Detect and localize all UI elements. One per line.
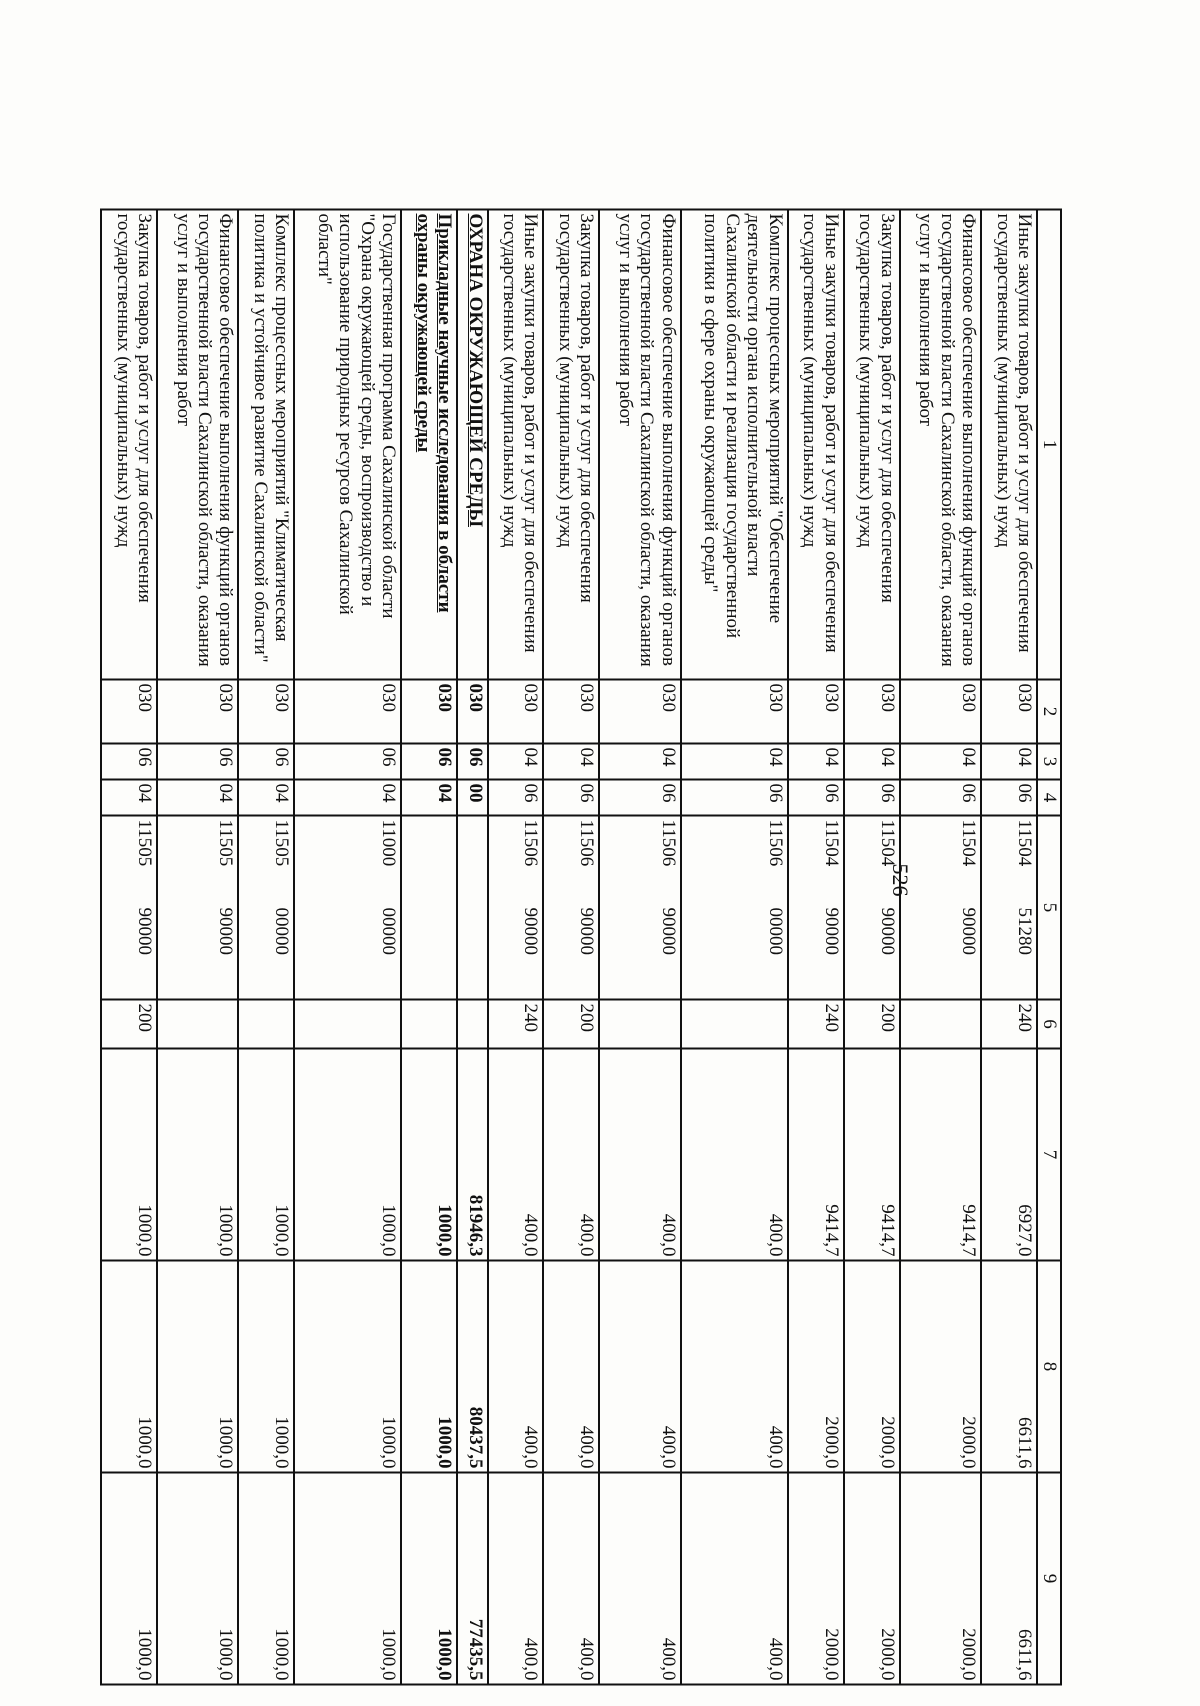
amount-year-1-cell: 400,0 (488, 1049, 544, 1261)
table-row (788, 210, 844, 1685)
program-code: 11504 (1014, 819, 1035, 867)
column-header: 8 (1037, 1261, 1061, 1473)
ministry-code-cell: 030 (981, 680, 1037, 744)
section-code-cell: 04 (681, 744, 788, 780)
target-article-cell (844, 816, 900, 1000)
amount-year-1-cell: 6927,0 (981, 1049, 1037, 1261)
expense-name-cell (681, 210, 788, 680)
target-article-cell (599, 816, 680, 1000)
table-row (101, 210, 157, 1685)
direction-code: 90000 (134, 907, 156, 955)
program-code: 11506 (764, 819, 786, 867)
program-code: 11506 (657, 819, 679, 867)
expense-name-cell (900, 210, 981, 680)
amount-year-3-cell: 6611,6 (981, 1473, 1037, 1685)
direction-code: 00000 (378, 907, 400, 955)
amount-year-1-cell: 1000,0 (157, 1049, 238, 1261)
expense-name-cell (544, 210, 600, 680)
direction-code: 51280 (1014, 907, 1035, 955)
direction-code: 90000 (657, 907, 679, 955)
subsection-code-cell: 04 (157, 780, 238, 816)
subsection-code-cell: 06 (681, 780, 788, 816)
expense-type-cell (294, 1000, 401, 1049)
expense-name: Иные закупки товаров, работ и услуг для обеспечения государственных (муниципальных) нужд (992, 213, 1035, 653)
expense-type-cell: 240 (488, 1000, 544, 1049)
ministry-code-cell: 030 (238, 680, 294, 744)
rotated-table-container (100, 209, 1062, 1684)
target-article-cell (981, 816, 1037, 1000)
column-header: 4 (1037, 780, 1061, 816)
program-code: 11504 (958, 819, 980, 867)
subsection-code-cell: 06 (788, 780, 844, 816)
amount-year-3-cell: 1000,0 (401, 1473, 457, 1685)
expense-type-cell (401, 1000, 457, 1049)
amount-year-2-cell: 2000,0 (788, 1261, 844, 1473)
subsection-code-cell: 06 (900, 780, 981, 816)
amount-year-3-cell: 77435,5 (457, 1473, 487, 1685)
amount-year-1-cell: 400,0 (681, 1049, 788, 1261)
amount-year-3-cell: 2000,0 (900, 1473, 981, 1685)
expense-name-cell (294, 210, 401, 680)
amount-year-1-cell: 400,0 (544, 1049, 600, 1261)
section-code-cell: 04 (488, 744, 544, 780)
amount-year-3-cell: 1000,0 (157, 1473, 238, 1685)
budget-table (100, 209, 1062, 1686)
target-article-cell (457, 816, 487, 1000)
expense-name-cell (488, 210, 544, 680)
amount-year-3-cell: 1000,0 (101, 1473, 157, 1685)
column-header: 6 (1037, 1000, 1061, 1049)
section-code-cell: 04 (599, 744, 680, 780)
amount-year-1-cell: 400,0 (599, 1049, 680, 1261)
amount-year-3-cell: 400,0 (488, 1473, 544, 1685)
section-code-cell: 04 (981, 744, 1037, 780)
subsection-code-cell: 00 (457, 780, 487, 816)
expense-name: Комплекс процессных мероприятий "Климатическая политика и устойчивое развитие Сахалинской области" (249, 213, 293, 663)
amount-year-2-cell: 400,0 (599, 1261, 680, 1473)
subsection-code-cell: 04 (294, 780, 401, 816)
ministry-code-cell: 030 (457, 680, 487, 744)
target-article-cell (157, 816, 238, 1000)
amount-year-3-cell: 400,0 (544, 1473, 600, 1685)
amount-year-1-cell: 9414,7 (844, 1049, 900, 1261)
program-code: 11505 (215, 819, 237, 867)
table-row (681, 210, 788, 1685)
direction-code: 90000 (820, 907, 842, 955)
column-header: 5 (1037, 816, 1061, 1000)
expense-type-cell (900, 1000, 981, 1049)
column-header: 3 (1037, 744, 1061, 780)
amount-year-3-cell: 2000,0 (844, 1473, 900, 1685)
target-article-cell (544, 816, 600, 1000)
amount-year-2-cell: 6611,6 (981, 1261, 1037, 1473)
amount-year-3-cell: 400,0 (599, 1473, 680, 1685)
direction-code: 90000 (876, 907, 898, 955)
amount-year-3-cell: 2000,0 (788, 1473, 844, 1685)
section-code-cell: 04 (900, 744, 981, 780)
amount-year-1-cell: 81946,3 (457, 1049, 487, 1261)
ministry-code-cell: 030 (900, 680, 981, 744)
subsection-code-cell: 06 (544, 780, 600, 816)
subsection-code-cell: 06 (844, 780, 900, 816)
direction-code: 90000 (958, 907, 980, 955)
expense-name-cell (238, 210, 294, 680)
subsection-code-cell: 06 (599, 780, 680, 816)
ministry-code-cell: 030 (599, 680, 680, 744)
ministry-code-cell: 030 (544, 680, 600, 744)
section-code-cell: 06 (101, 744, 157, 780)
table-row (401, 210, 457, 1685)
expense-name-cell (457, 210, 487, 680)
table-row (157, 210, 238, 1685)
target-article-cell (900, 816, 981, 1000)
amount-year-3-cell: 1000,0 (238, 1473, 294, 1685)
expense-name-cell (844, 210, 900, 680)
subsection-code-cell: 06 (488, 780, 544, 816)
target-article-cell (238, 816, 294, 1000)
table-row (981, 210, 1037, 1685)
expense-type-cell: 200 (544, 1000, 600, 1049)
program-code: 11505 (271, 819, 293, 867)
amount-year-3-cell: 1000,0 (294, 1473, 401, 1685)
expense-type-cell (457, 1000, 487, 1049)
column-header: 7 (1037, 1049, 1061, 1261)
direction-code: 00000 (271, 907, 293, 955)
amount-year-2-cell: 2000,0 (844, 1261, 900, 1473)
section-code-cell: 06 (401, 744, 457, 780)
column-number-header-row (1037, 210, 1061, 1685)
ministry-code-cell: 030 (157, 680, 238, 744)
amount-year-2-cell: 400,0 (488, 1261, 544, 1473)
expense-name: Финансовое обеспечение выполнения функций органов государственной власти Сахалинской области, оказания услуг и выполнения работ (172, 213, 237, 667)
section-code-cell: 06 (294, 744, 401, 780)
ministry-code-cell: 030 (844, 680, 900, 744)
expense-name-cell (599, 210, 680, 680)
ministry-code-cell: 030 (401, 680, 457, 744)
expense-name: Финансовое обеспечение выполнения функций органов государственной власти Сахалинской области, оказания услуг и выполнения работ (915, 213, 980, 667)
amount-year-1-cell: 1000,0 (238, 1049, 294, 1261)
table-row (238, 210, 294, 1685)
direction-code: 90000 (520, 907, 542, 955)
expense-type-cell (238, 1000, 294, 1049)
ministry-code-cell: 030 (101, 680, 157, 744)
program-code: 11505 (134, 819, 156, 867)
expense-name-cell (981, 210, 1037, 680)
expense-type-cell: 240 (981, 1000, 1037, 1049)
program-code: 11506 (520, 819, 542, 867)
direction-code: 90000 (215, 907, 237, 955)
expense-name-cell (401, 210, 457, 680)
expense-name: Комплекс процессных мероприятий "Обеспечение деятельности органа исполнительной власти Сахалинской области и реализация государственной политики в сфере охраны окружающей среды" (700, 213, 786, 639)
section-code-cell: 04 (844, 744, 900, 780)
expense-name-cell (788, 210, 844, 680)
amount-year-1-cell: 9414,7 (788, 1049, 844, 1261)
amount-year-2-cell: 400,0 (544, 1261, 600, 1473)
direction-code: 90000 (576, 907, 598, 955)
table-row (844, 210, 900, 1685)
amount-year-1-cell: 9414,7 (900, 1049, 981, 1261)
table-row (544, 210, 600, 1685)
expense-name: Прикладные научные исследования в области охраны окружающей среды (412, 213, 456, 613)
amount-year-2-cell: 1000,0 (294, 1261, 401, 1473)
amount-year-1-cell: 1000,0 (294, 1049, 401, 1261)
table-row (457, 210, 487, 1685)
expense-name: Иные закупки товаров, работ и услуг для обеспечения государственных (муниципальных) нужд (799, 213, 842, 653)
ministry-code-cell: 030 (788, 680, 844, 744)
section-code-cell: 04 (544, 744, 600, 780)
column-header: 2 (1037, 680, 1061, 744)
expense-name-cell (157, 210, 238, 680)
direction-code: 00000 (764, 907, 786, 955)
column-header: 1 (1037, 210, 1061, 680)
program-code: 11504 (820, 819, 842, 867)
expense-name: Закупка товаров, работ и услуг для обеспечения государственных (муниципальных) нужд (855, 213, 898, 603)
expense-name: Закупка товаров, работ и услуг для обеспечения государственных (муниципальных) нужд (112, 213, 156, 603)
subsection-code-cell: 04 (401, 780, 457, 816)
amount-year-3-cell: 400,0 (681, 1473, 788, 1685)
subsection-code-cell: 06 (981, 780, 1037, 816)
target-article-cell (681, 816, 788, 1000)
section-code-cell: 06 (457, 744, 487, 780)
subsection-code-cell: 04 (238, 780, 294, 816)
amount-year-1-cell: 1000,0 (401, 1049, 457, 1261)
expense-name: ОХРАНА ОКРУЖАЮЩЕЙ СРЕДЫ (464, 213, 486, 527)
target-article-cell (788, 816, 844, 1000)
section-code-cell: 04 (788, 744, 844, 780)
ministry-code-cell: 030 (294, 680, 401, 744)
target-article-cell (401, 816, 457, 1000)
section-code-cell: 06 (238, 744, 294, 780)
target-article-cell (488, 816, 544, 1000)
expense-type-cell (681, 1000, 788, 1049)
target-article-cell (294, 816, 401, 1000)
section-code-cell: 06 (157, 744, 238, 780)
program-code: 11506 (576, 819, 598, 867)
amount-year-2-cell: 400,0 (681, 1261, 788, 1473)
column-header: 9 (1037, 1473, 1061, 1685)
amount-year-2-cell: 2000,0 (900, 1261, 981, 1473)
table-row (488, 210, 544, 1685)
expense-name-cell (101, 210, 157, 680)
amount-year-2-cell: 1000,0 (101, 1261, 157, 1473)
table-row (294, 210, 401, 1685)
ministry-code-cell: 030 (681, 680, 788, 744)
expense-type-cell: 200 (101, 1000, 157, 1049)
subsection-code-cell: 04 (101, 780, 157, 816)
amount-year-2-cell: 1000,0 (401, 1261, 457, 1473)
expense-type-cell (599, 1000, 680, 1049)
expense-type-cell (157, 1000, 238, 1049)
table-row (900, 210, 981, 1685)
expense-type-cell: 240 (788, 1000, 844, 1049)
expense-name: Иные закупки товаров, работ и услуг для обеспечения государственных (муниципальных) нужд (499, 213, 542, 653)
program-code: 11504 (876, 819, 898, 867)
target-article-cell (101, 816, 157, 1000)
amount-year-1-cell: 1000,0 (101, 1049, 157, 1261)
amount-year-2-cell: 80437,5 (457, 1261, 487, 1473)
expense-name: Закупка товаров, работ и услуг для обеспечения государственных (муниципальных) нужд (554, 213, 598, 603)
expense-type-cell: 200 (844, 1000, 900, 1049)
expense-name: Финансовое обеспечение выполнения функций органов государственной власти Сахалинской области, оказания услуг и выполнения работ (614, 213, 679, 667)
expense-name: Государственная программа Сахалинской области "Охрана окружающей среды, воспроизводство и использование природных ресурсов Сахалинской области" (313, 213, 400, 619)
amount-year-2-cell: 1000,0 (238, 1261, 294, 1473)
ministry-code-cell: 030 (488, 680, 544, 744)
amount-year-2-cell: 1000,0 (157, 1261, 238, 1473)
table-row (599, 210, 680, 1685)
page-number: 526 (888, 863, 913, 897)
program-code: 11000 (378, 819, 400, 867)
